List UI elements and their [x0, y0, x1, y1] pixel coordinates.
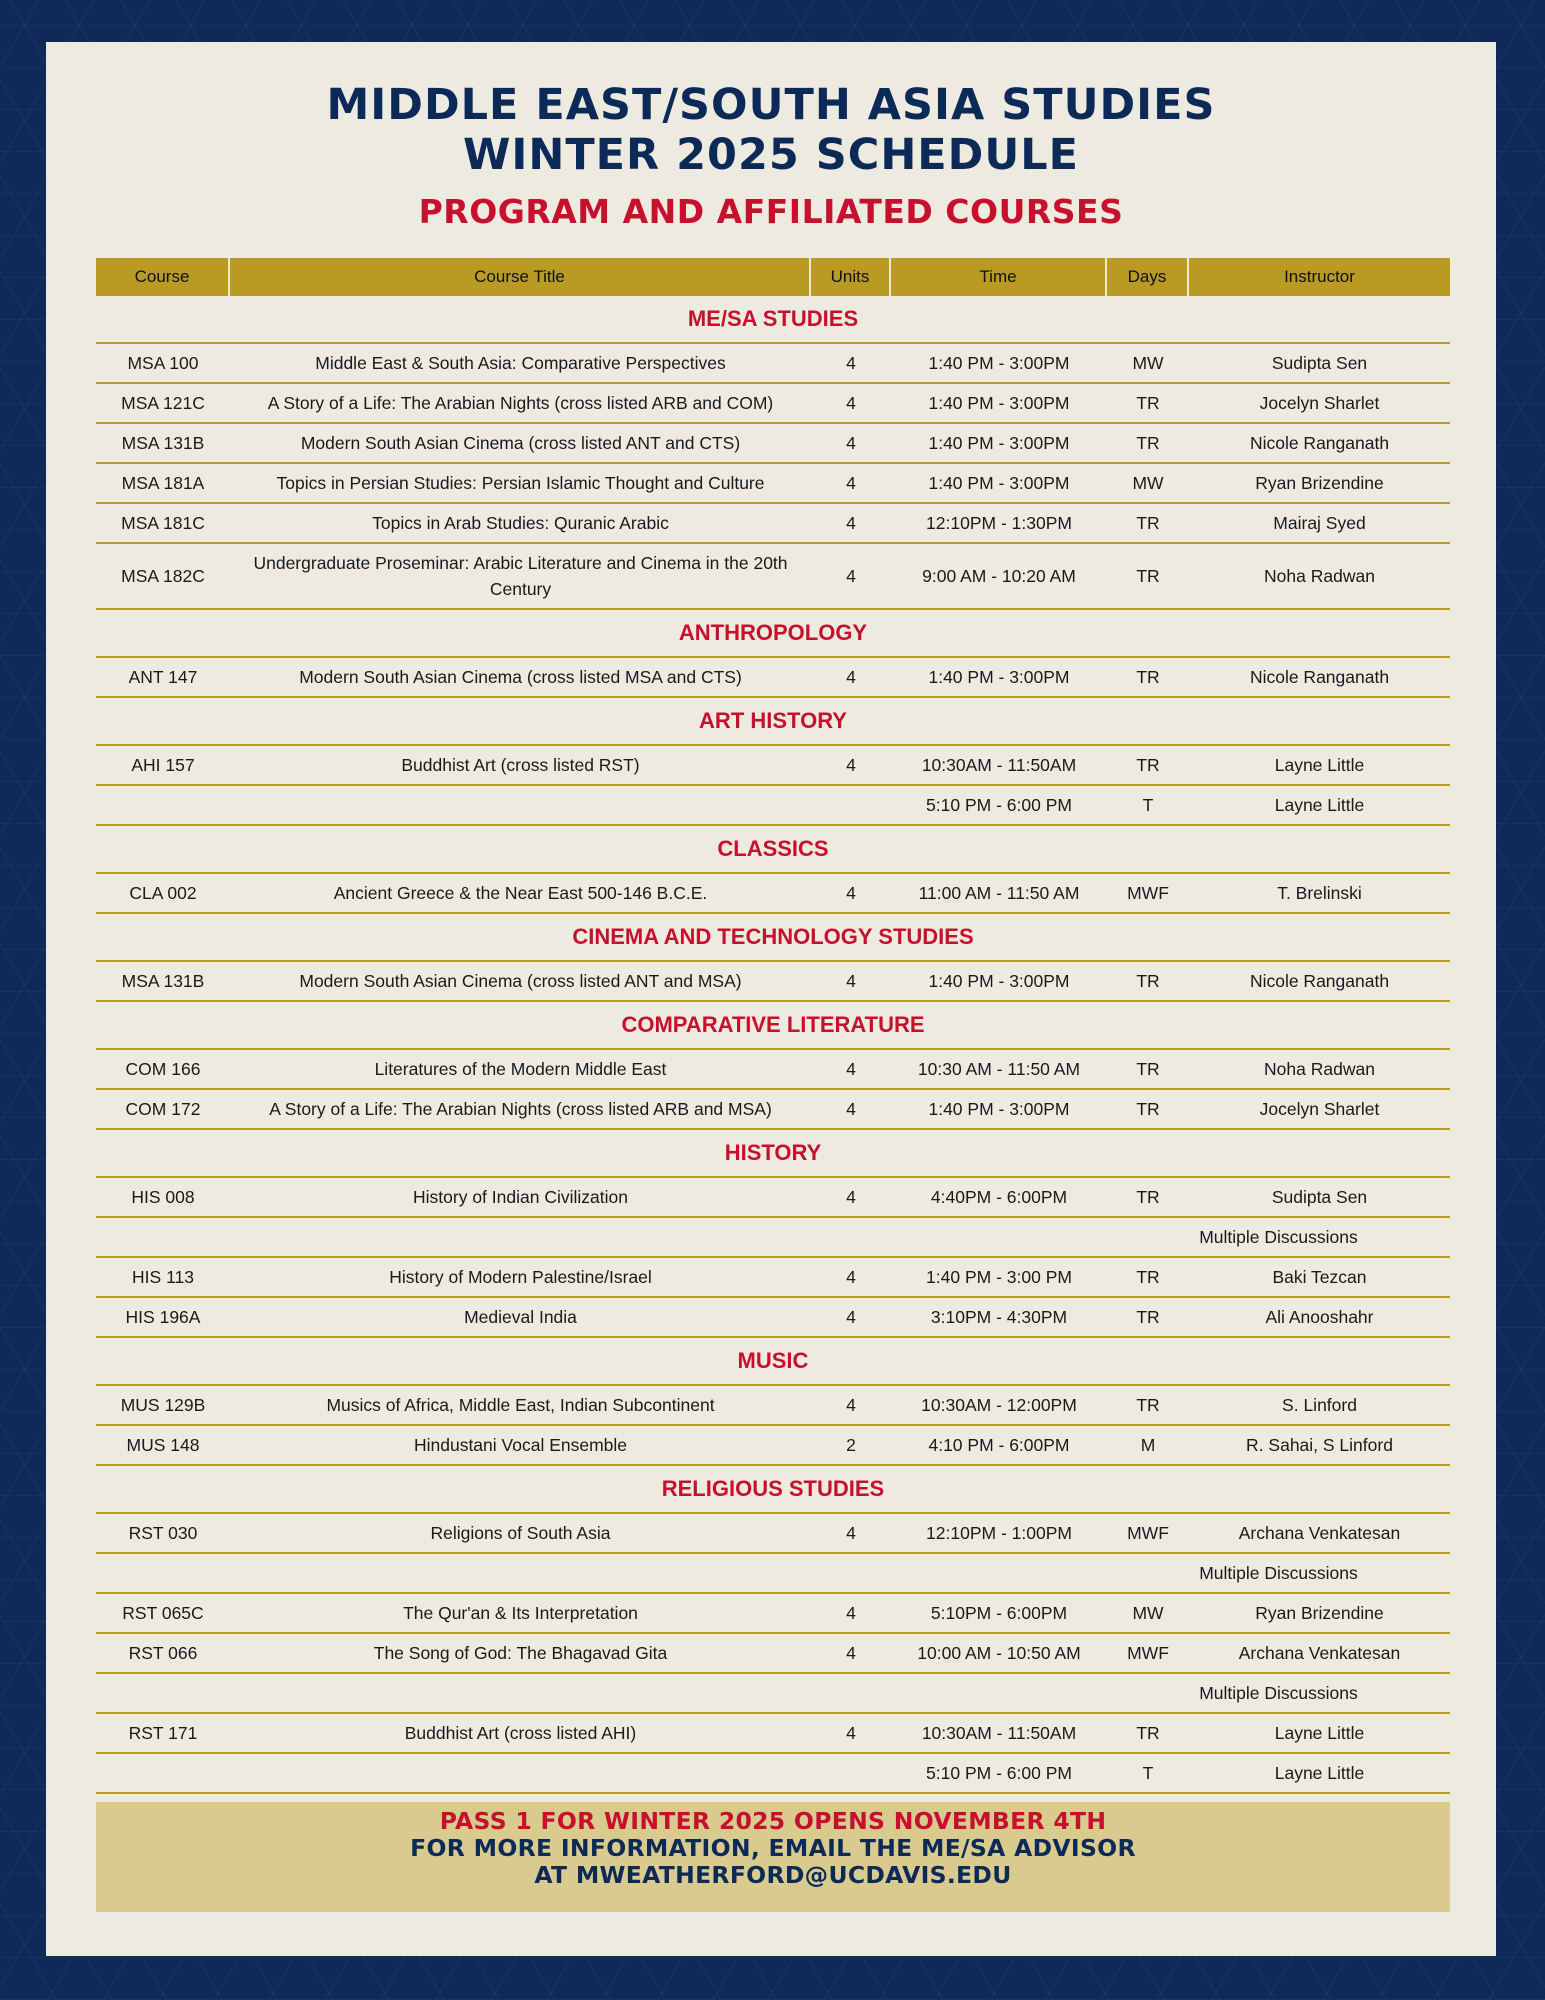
table-row	[96, 384, 1450, 424]
cell-days: T	[1142, 1763, 1154, 1783]
department-heading: CINEMA AND TECHNOLOGY STUDIES	[96, 914, 1450, 962]
cell-days: TR	[1136, 1267, 1160, 1287]
table-row	[96, 874, 1450, 914]
cell-time: 12:10PM - 1:30PM	[926, 513, 1072, 533]
page-subtitle: WINTER 2025 SCHEDULE	[462, 130, 1080, 180]
cell-title: Literatures of the Modern Middle East	[374, 1059, 667, 1079]
table-row	[96, 424, 1450, 464]
cell-units	[811, 1754, 891, 1792]
cell-units	[811, 786, 891, 824]
cell-title	[230, 1754, 811, 1792]
cell-course	[96, 786, 230, 824]
table-row	[96, 544, 1450, 610]
cell-instructor: Sudipta Sen	[1271, 353, 1368, 373]
table-row	[96, 786, 1450, 826]
department-heading: RELIGIOUS STUDIES	[96, 1466, 1450, 1514]
cell-instructor: Archana Venkatesan	[1238, 1643, 1401, 1663]
cell-units: 4	[846, 1395, 856, 1415]
table-row-note	[96, 1218, 1450, 1258]
cell-days: MW	[1132, 473, 1164, 493]
cell-time: 1:40 PM - 3:00PM	[928, 667, 1070, 687]
table-row	[96, 464, 1450, 504]
table-row	[96, 1634, 1450, 1674]
cell-instructor: Baki Tezcan	[1272, 1267, 1367, 1287]
table-row	[96, 344, 1450, 384]
cell-title: The Qur'an & Its Interpretation	[403, 1603, 638, 1623]
note-spacer	[96, 1674, 1107, 1712]
cell-course: HIS 196A	[125, 1307, 201, 1327]
header-units: Units	[811, 258, 891, 296]
cell-units: 4	[846, 667, 856, 687]
cell-instructor: Layne Little	[1274, 755, 1365, 775]
table-body	[96, 296, 1450, 1794]
cell-course	[96, 1754, 230, 1792]
cell-days: TR	[1136, 513, 1160, 533]
cell-course: HIS 008	[131, 1187, 195, 1207]
cell-units: 4	[846, 433, 856, 453]
cell-course: COM 166	[125, 1059, 201, 1079]
cell-title: Ancient Greece & the Near East 500-146 B.C.E.	[333, 883, 708, 903]
table-row	[96, 1426, 1450, 1466]
cell-time: 1:40 PM - 3:00PM	[928, 393, 1070, 413]
cell-days: MW	[1132, 1603, 1164, 1623]
page-title: MIDDLE EAST/SOUTH ASIA STUDIES	[326, 80, 1216, 130]
cell-time: 12:10PM - 1:00PM	[926, 1523, 1072, 1543]
cell-course: RST 171	[128, 1723, 198, 1743]
table-row	[96, 1386, 1450, 1426]
cell-course: MUS 129B	[120, 1395, 206, 1415]
cell-days: TR	[1136, 1099, 1160, 1119]
cell-units: 4	[846, 1267, 856, 1287]
cell-title: Modern South Asian Cinema (cross listed ANT and MSA)	[299, 971, 742, 991]
note-spacer	[96, 1218, 1107, 1256]
table-row	[96, 658, 1450, 698]
cell-time: 5:10PM - 6:00PM	[930, 1603, 1068, 1623]
discussion-note: Multiple Discussions	[1199, 1563, 1358, 1583]
cell-title: Middle East & South Asia: Comparative Perspectives	[315, 353, 726, 373]
cell-course: RST 030	[128, 1523, 198, 1543]
header-instructor: Instructor	[1284, 267, 1355, 286]
cell-course: RST 065C	[122, 1603, 204, 1623]
table-row	[96, 746, 1450, 786]
table-row-note	[96, 1554, 1450, 1594]
cell-days: TR	[1136, 667, 1160, 687]
cell-days: TR	[1136, 1187, 1160, 1207]
cell-course: MSA 131B	[121, 433, 205, 453]
cell-instructor: Noha Radwan	[1264, 566, 1375, 586]
flyer-page	[46, 42, 1496, 1956]
footer-banner	[96, 1802, 1450, 1912]
cell-instructor: T. Brelinski	[1277, 883, 1362, 903]
cell-time: 11:00 AM - 11:50 AM	[918, 883, 1080, 903]
cell-days: M	[1140, 1435, 1156, 1455]
table-row	[96, 1714, 1450, 1754]
cell-instructor: Ali Anooshahr	[1265, 1307, 1374, 1327]
cell-course: HIS 113	[132, 1267, 194, 1287]
cell-units: 4	[846, 971, 856, 991]
cell-instructor: Noha Radwan	[1264, 1059, 1375, 1079]
cell-title	[230, 786, 811, 824]
cell-title: Medieval India	[464, 1307, 577, 1327]
cell-units: 4	[846, 883, 856, 903]
cell-units: 4	[846, 1603, 856, 1623]
department-heading: HISTORY	[96, 1130, 1450, 1178]
footer-pass-notice: PASS 1 FOR WINTER 2025 OPENS NOVEMBER 4TH	[439, 1807, 1107, 1835]
cell-instructor: Archana Venkatesan	[1238, 1523, 1401, 1543]
cell-instructor: Mairaj Syed	[1273, 513, 1366, 533]
department-heading: ANTHROPOLOGY	[96, 610, 1450, 658]
cell-units: 4	[846, 393, 856, 413]
cell-units: 4	[846, 1307, 856, 1327]
cell-title: A Story of a Life: The Arabian Nights (cross listed ARB and MSA)	[269, 1099, 772, 1119]
table-row	[96, 1050, 1450, 1090]
header-time: Time	[891, 258, 1107, 296]
cell-time: 10:00 AM - 10:50 AM	[917, 1643, 1081, 1663]
cell-days: TR	[1136, 433, 1160, 453]
cell-units: 4	[846, 566, 856, 586]
cell-time: 1:40 PM - 3:00PM	[928, 971, 1070, 991]
cell-days: TR	[1136, 566, 1160, 586]
cell-days: TR	[1136, 1059, 1160, 1079]
cell-instructor: Layne Little	[1274, 1763, 1365, 1783]
cell-time: 1:40 PM - 3:00PM	[928, 353, 1070, 373]
table-row	[96, 1594, 1450, 1634]
cell-days: TR	[1136, 1395, 1160, 1415]
cell-title: Religions of South Asia	[430, 1523, 611, 1543]
cell-units: 4	[846, 1099, 856, 1119]
cell-units: 4	[846, 513, 856, 533]
cell-time: 10:30AM - 12:00PM	[921, 1395, 1077, 1415]
cell-time: 1:40 PM - 3:00PM	[928, 473, 1070, 493]
footer-info: FOR MORE INFORMATION, EMAIL THE ME/SA ADVISOR	[410, 1834, 1136, 1862]
cell-units: 4	[846, 1523, 856, 1543]
cell-instructor: Nicole Ranganath	[1249, 433, 1390, 453]
cell-course: MSA 181C	[121, 513, 205, 533]
cell-time: 9:00 AM - 10:20 AM	[922, 566, 1076, 586]
discussion-note: Multiple Discussions	[1199, 1227, 1358, 1247]
cell-instructor: Layne Little	[1274, 1723, 1365, 1743]
cell-units: 4	[846, 755, 856, 775]
cell-instructor: Jocelyn Sharlet	[1259, 393, 1380, 413]
cell-course: AHI 157	[131, 755, 195, 775]
cell-time: 4:10 PM - 6:00PM	[928, 1435, 1070, 1455]
cell-time: 1:40 PM - 3:00PM	[928, 433, 1070, 453]
department-heading: MUSIC	[96, 1338, 1450, 1386]
cell-instructor: Ryan Brizendine	[1255, 473, 1384, 493]
cell-course: ANT 147	[128, 667, 198, 687]
cell-instructor: Sudipta Sen	[1271, 1187, 1368, 1207]
department-heading: ME/SA STUDIES	[96, 296, 1450, 344]
cell-title: Buddhist Art (cross listed AHI)	[404, 1723, 637, 1743]
cell-instructor: Nicole Ranganath	[1249, 971, 1390, 991]
cell-title: Buddhist Art (cross listed RST)	[401, 755, 640, 775]
department-heading: COMPARATIVE LITERATURE	[96, 1002, 1450, 1050]
cell-title: Topics in Arab Studies: Quranic Arabic	[372, 513, 669, 533]
cell-course: CLA 002	[129, 883, 197, 903]
table-row	[96, 1090, 1450, 1130]
cell-days: TR	[1136, 755, 1160, 775]
cell-title: History of Modern Palestine/Israel	[389, 1267, 652, 1287]
cell-instructor: Nicole Ranganath	[1249, 667, 1390, 687]
cell-time: 4:40PM - 6:00PM	[930, 1187, 1068, 1207]
table-row	[96, 1298, 1450, 1338]
department-heading: ART HISTORY	[96, 698, 1450, 746]
note-spacer	[96, 1554, 1107, 1592]
table-row	[96, 1514, 1450, 1554]
cell-title: The Song of God: The Bhagavad Gita	[373, 1643, 668, 1663]
cell-days: TR	[1136, 393, 1160, 413]
cell-course: COM 172	[125, 1099, 201, 1119]
table-row	[96, 1258, 1450, 1298]
cell-units: 4	[846, 1187, 856, 1207]
cell-units: 4	[846, 1643, 856, 1663]
cell-course: MSA 182C	[121, 566, 205, 586]
cell-time: 10:30AM - 11:50AM	[921, 1723, 1077, 1743]
table-row	[96, 1178, 1450, 1218]
cell-course: MSA 100	[127, 353, 199, 373]
footer-email[interactable]: AT MWEATHERFORD@UCDAVIS.EDU	[534, 1861, 1012, 1889]
cell-title: Topics in Persian Studies: Persian Islamic Thought and Culture	[276, 473, 765, 493]
cell-units: 2	[846, 1435, 856, 1455]
table-row-note	[96, 1674, 1450, 1714]
course-table	[96, 258, 1450, 1794]
cell-time: 1:40 PM - 3:00PM	[928, 1099, 1070, 1119]
cell-title: A Story of a Life: The Arabian Nights (cross listed ARB and COM)	[267, 393, 774, 413]
cell-days: MWF	[1127, 883, 1169, 903]
cell-days: T	[1142, 795, 1154, 815]
cell-days: MWF	[1127, 1643, 1169, 1663]
cell-instructor: Layne Little	[1274, 795, 1365, 815]
discussion-note: Multiple Discussions	[1199, 1683, 1358, 1703]
cell-title: Hindustani Vocal Ensemble	[413, 1435, 628, 1455]
header-course: Course	[96, 258, 230, 296]
header-title: Course Title	[230, 258, 811, 296]
cell-instructor: R. Sahai, S Linford	[1246, 1435, 1393, 1455]
cell-title: Modern South Asian Cinema (cross listed ANT and CTS)	[300, 433, 741, 453]
department-heading: CLASSICS	[96, 826, 1450, 874]
cell-title: Musics of Africa, Middle East, Indian Subcontinent	[326, 1395, 715, 1415]
cell-course: MSA 121C	[121, 393, 205, 413]
cell-time: 10:30 AM - 11:50 AM	[917, 1059, 1081, 1079]
cell-instructor: Ryan Brizendine	[1255, 1603, 1384, 1623]
cell-instructor: Jocelyn Sharlet	[1259, 1099, 1380, 1119]
cell-time: 5:10 PM - 6:00 PM	[926, 795, 1072, 815]
cell-days: MWF	[1127, 1523, 1169, 1543]
cell-days: TR	[1136, 1307, 1160, 1327]
cell-course: MUS 148	[126, 1435, 200, 1455]
cell-days: TR	[1136, 1723, 1160, 1743]
header-days: Days	[1107, 258, 1189, 296]
cell-title: Modern South Asian Cinema (cross listed MSA and CTS)	[299, 667, 742, 687]
cell-course: MSA 131B	[121, 971, 205, 991]
cell-days: MW	[1132, 353, 1164, 373]
cell-time: 10:30AM - 11:50AM	[921, 755, 1077, 775]
cell-units: 4	[846, 1723, 856, 1743]
cell-course: RST 066	[128, 1643, 198, 1663]
cell-title: Undergraduate Proseminar: Arabic Literature and Cinema in the 20th Century	[253, 553, 788, 599]
cell-course: MSA 181A	[121, 473, 205, 493]
cell-time: 1:40 PM - 3:00 PM	[926, 1267, 1072, 1287]
cell-units: 4	[846, 353, 856, 373]
table-row	[96, 504, 1450, 544]
cell-units: 4	[846, 473, 856, 493]
cell-days: TR	[1136, 971, 1160, 991]
table-row	[96, 962, 1450, 1002]
table-header	[96, 258, 1450, 296]
cell-instructor: S. Linford	[1282, 1395, 1357, 1415]
section-heading: PROGRAM AND AFFILIATED COURSES	[418, 192, 1124, 231]
cell-title: History of Indian Civilization	[413, 1187, 628, 1207]
cell-units: 4	[846, 1059, 856, 1079]
cell-time: 5:10 PM - 6:00 PM	[926, 1763, 1072, 1783]
table-row	[96, 1754, 1450, 1794]
cell-time: 3:10PM - 4:30PM	[930, 1307, 1068, 1327]
